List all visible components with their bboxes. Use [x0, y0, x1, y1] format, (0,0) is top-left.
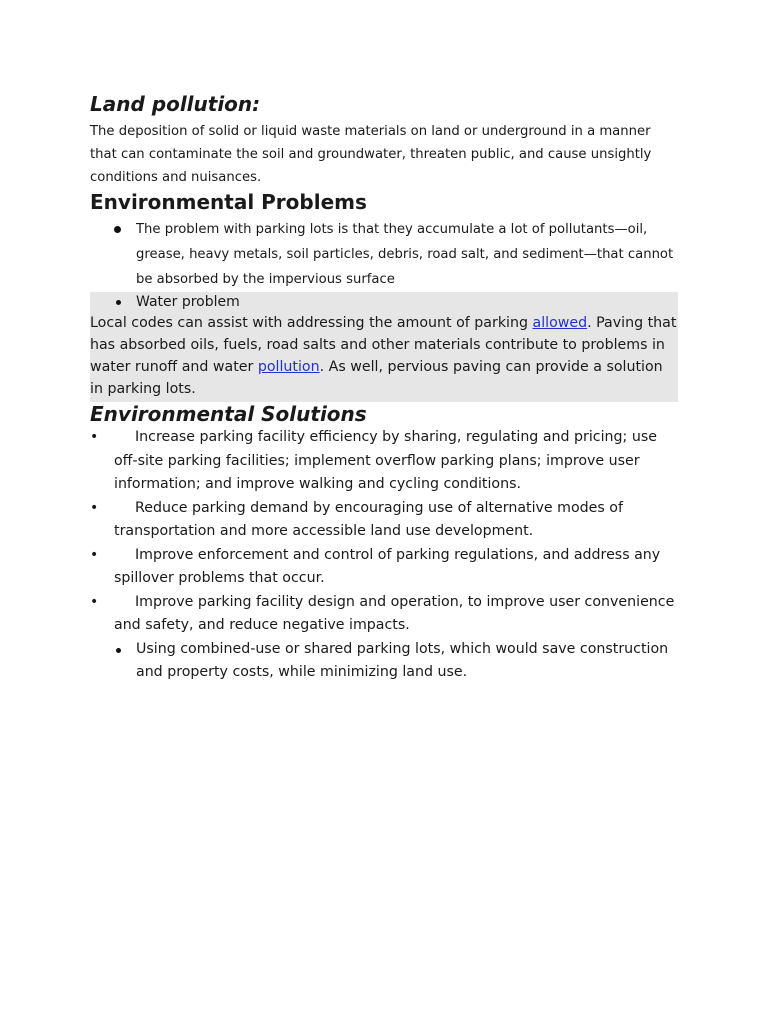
codes-text-3: . As well, pervious paving can provide a solution in parking lots. [90, 359, 663, 397]
solutions-list [90, 426, 680, 685]
highlighted-block [90, 292, 678, 402]
list-item [90, 497, 680, 544]
codes-text-2: . Paving that has absorbed oils, fuels, road salts and other materials contribute to problems in water runoff and water [90, 315, 677, 375]
problem-text: The problem with parking lots is that they accumulate a lot of pollutants—oil, grease, heavy metals, soil particles, debris, road salt, and sediment—that cannot be absorbed by the impervious surface [136, 222, 674, 287]
allowed-link[interactable]: allowed [532, 315, 588, 331]
bullet-icon: • [90, 593, 99, 610]
list-sub-item [90, 638, 680, 685]
bullet-icon [116, 300, 121, 305]
solution-sub-text: Using combined-use or shared parking lots, which would save construction and property costs, while minimizing land use. [136, 640, 669, 680]
list-item [90, 215, 680, 292]
document-page [90, 88, 680, 685]
bullet-icon [114, 226, 121, 233]
solution-text: Reduce parking demand by encouraging use of alternative modes of transportation and more accessible land use development. [114, 499, 623, 539]
bullet-icon: • [90, 499, 99, 516]
land-pollution-title: Land pollution: [90, 92, 261, 116]
bullet-icon: • [90, 546, 99, 563]
land-pollution-text: The deposition of solid or liquid waste materials on land or underground in a manner that can contaminate the soil and groundwater, threaten public, and cause unsightly conditions and nuisances. [90, 124, 652, 185]
list-item [90, 591, 680, 638]
list-item [90, 426, 680, 497]
bullet-icon [116, 648, 121, 653]
list-item [90, 292, 678, 312]
problems-list-continued [90, 292, 678, 312]
pollution-link[interactable]: pollution [257, 359, 320, 375]
solution-text: Improve parking facility design and operation, to improve user convenience and safety, and reduce negative impacts. [114, 593, 675, 633]
problems-list [90, 215, 680, 292]
environmental-problems-heading: Environmental Problems [90, 190, 367, 214]
solution-text: Improve enforcement and control of parking regulations, and address any spillover problems that occur. [114, 546, 661, 586]
codes-text-1: Local codes can assist with addressing the amount of parking [90, 315, 533, 331]
bullet-icon: • [90, 429, 99, 445]
environmental-solutions-heading: Environmental Solutions [90, 402, 367, 426]
local-codes-paragraph [90, 312, 678, 402]
list-item [90, 544, 680, 591]
problem-text: Water problem [136, 294, 240, 310]
solution-text: Increase parking facility efficiency by sharing, regulating and pricing; use off-site parking facilities; implement overflow parking plans; improve user information; and improve walking and cycling conditions. [114, 429, 657, 492]
